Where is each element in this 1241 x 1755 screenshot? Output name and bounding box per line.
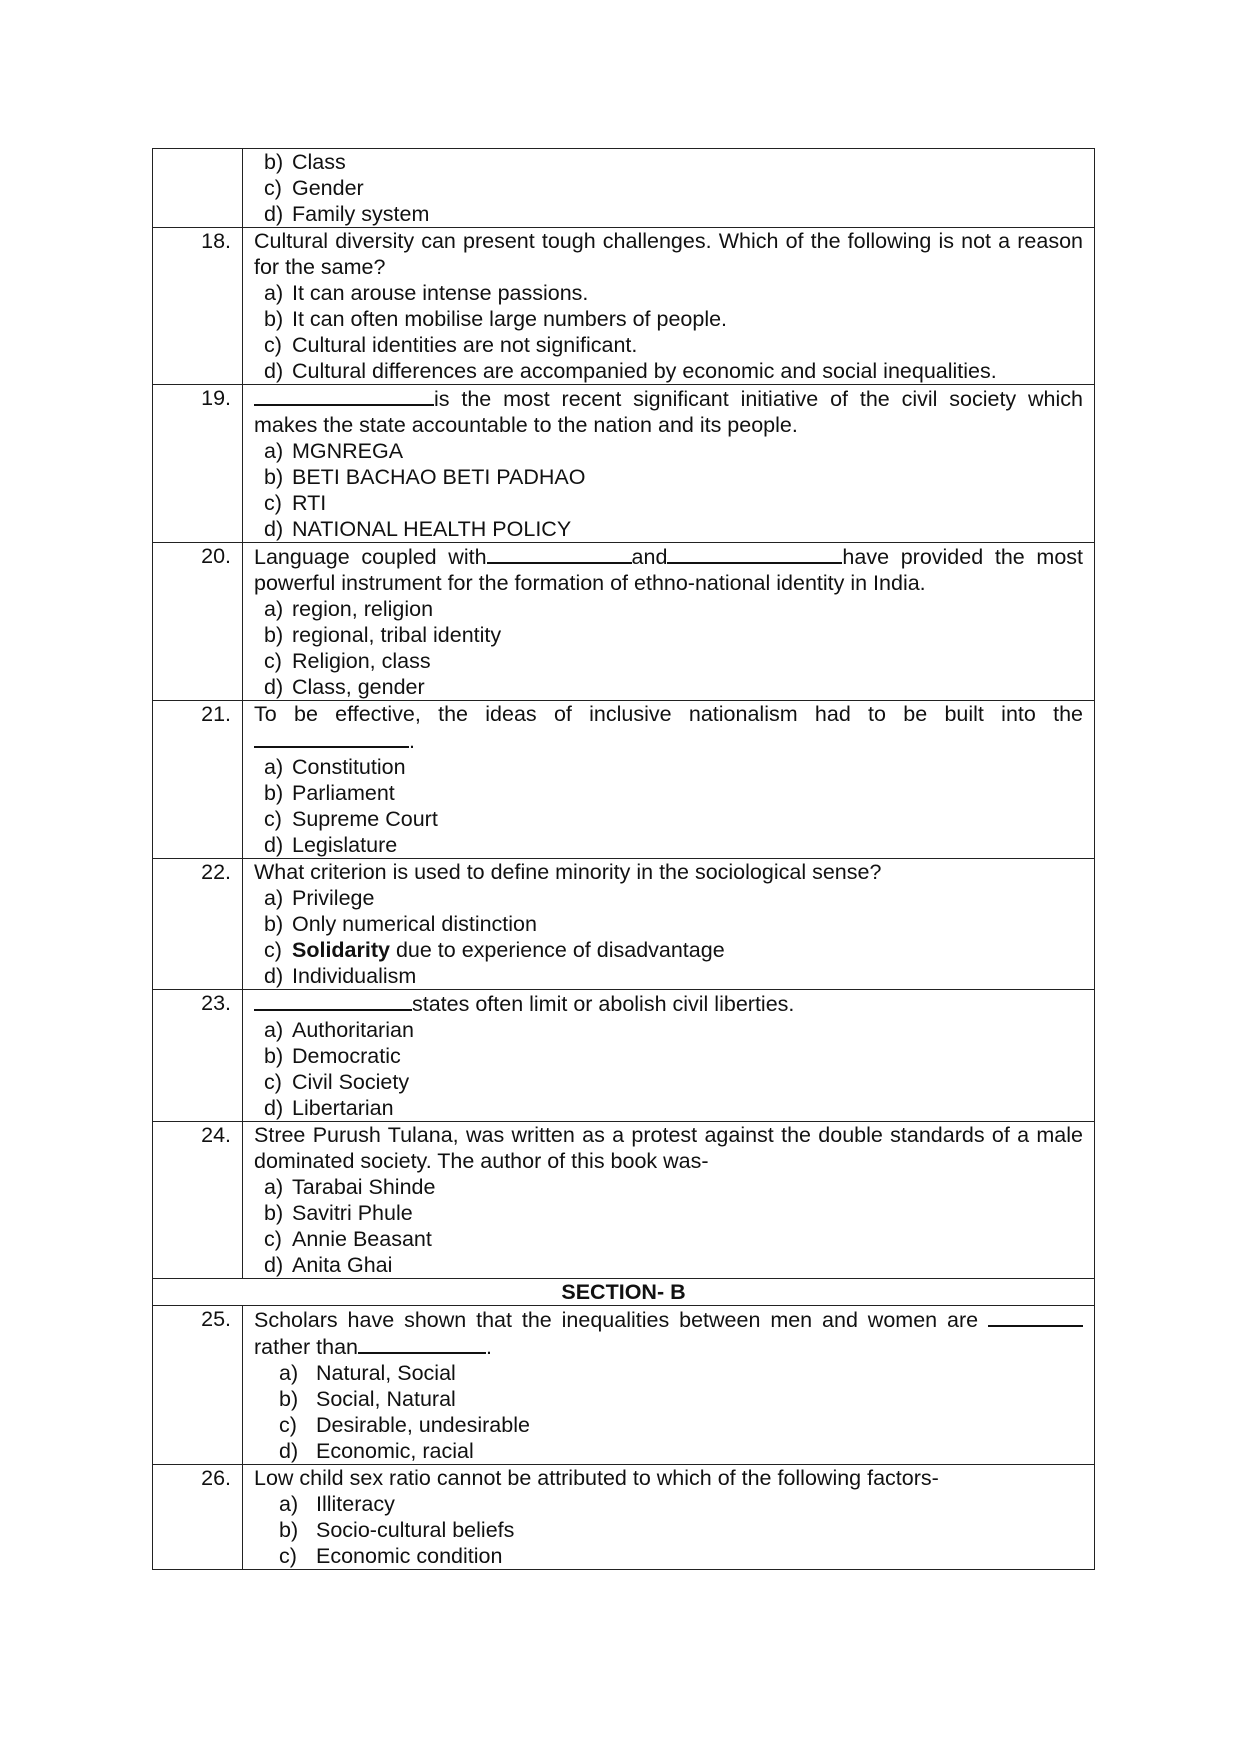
option-text: Civil Society <box>292 1070 410 1094</box>
option-letter: a) <box>279 1492 299 1516</box>
question-row <box>153 1122 1095 1279</box>
section-header-row <box>153 1279 1095 1306</box>
option-letter: b) <box>264 623 284 647</box>
option-text: Libertarian <box>292 1096 394 1120</box>
option-list <box>254 596 1083 700</box>
option-text: Legislature <box>292 833 398 857</box>
question-table <box>152 148 1095 1570</box>
option-list <box>254 1491 1083 1569</box>
option-text: MGNREGA <box>292 439 404 463</box>
option-item <box>254 780 1083 806</box>
option-text: Desirable, undesirable <box>316 1413 530 1437</box>
option-text: regional, tribal identity <box>292 623 502 647</box>
stem-text: What criterion is used to define minority in the sociological sense? <box>254 860 882 884</box>
question-body <box>243 228 1095 385</box>
option-item <box>254 464 1083 490</box>
option-letter: a) <box>264 439 284 463</box>
option-letter: b) <box>264 781 284 805</box>
option-list <box>254 149 1083 227</box>
option-text: Democratic <box>292 1044 401 1068</box>
question-row <box>153 701 1095 859</box>
option-text: Family system <box>292 202 430 226</box>
option-text <box>292 937 725 963</box>
option-text: Religion, class <box>292 649 431 673</box>
option-list <box>254 280 1083 384</box>
question-body <box>243 1465 1095 1570</box>
stem-text: Stree Purush Tulana, was written as a protest against the double standards of a male dominated society. The author of this book was- <box>254 1123 1083 1173</box>
option-item <box>254 306 1083 332</box>
fill-in-blank <box>358 1333 486 1354</box>
option-letter: c) <box>264 938 282 962</box>
stem-text: Language coupled with <box>254 545 487 569</box>
option-text: Savitri Phule <box>292 1201 413 1225</box>
fill-in-blank <box>254 727 409 748</box>
option-letter: b) <box>279 1387 299 1411</box>
question-row <box>153 990 1095 1122</box>
option-text: Annie Beasant <box>292 1227 432 1251</box>
option-text: NATIONAL HEALTH POLICY <box>292 517 572 541</box>
option-item <box>254 438 1083 464</box>
option-letter: c) <box>264 333 282 357</box>
option-item <box>254 1517 1083 1543</box>
question-number: 22. <box>153 859 243 990</box>
carry-over-row <box>153 149 1095 228</box>
stem-text: and <box>631 545 668 569</box>
option-item <box>254 1252 1083 1278</box>
stem-text: have provided the most powerful instrument for the formation of ethno-national identity in India. <box>254 545 1083 595</box>
option-list <box>254 885 1083 989</box>
option-letter: c) <box>279 1413 297 1437</box>
option-item <box>254 963 1083 989</box>
question-body <box>243 859 1095 990</box>
option-item <box>254 937 1083 963</box>
stem-text: states often limit or abolish civil liberties. <box>412 992 795 1016</box>
option-text: region, religion <box>292 597 434 621</box>
option-item <box>254 1412 1083 1438</box>
stem-text: Cultural diversity can present tough challenges. Which of the following is not a reason for the same? <box>254 229 1083 279</box>
fill-in-blank <box>254 990 412 1011</box>
question-stem <box>254 228 1083 280</box>
option-text: RTI <box>292 491 327 515</box>
stem-text: To be effective, the ideas of inclusive nationalism had to be built into the <box>254 702 1083 726</box>
question-body <box>243 990 1095 1122</box>
option-letter: c) <box>264 491 282 515</box>
option-text: Supreme Court <box>292 807 438 831</box>
question-number-cell <box>153 149 243 228</box>
option-list <box>254 1017 1083 1121</box>
option-text: Only numerical distinction <box>292 912 537 936</box>
question-stem <box>254 385 1083 438</box>
question-table-body <box>153 149 1095 1570</box>
question-stem <box>254 1465 1083 1491</box>
question-body <box>243 543 1095 701</box>
option-item <box>254 1360 1083 1386</box>
question-row <box>153 1306 1095 1465</box>
option-item <box>254 648 1083 674</box>
option-text: Parliament <box>292 781 395 805</box>
option-text: Economic, racial <box>316 1439 474 1463</box>
option-letter: d) <box>279 1439 299 1463</box>
option-item <box>254 1200 1083 1226</box>
question-number: 18. <box>153 228 243 385</box>
option-text: Anita Ghai <box>292 1253 393 1277</box>
option-letter: b) <box>264 307 284 331</box>
option-text: Gender <box>292 176 364 200</box>
option-text: Authoritarian <box>292 1018 414 1042</box>
stem-text: Scholars have shown that the inequalities between men and women are <box>254 1308 988 1332</box>
option-letter: a) <box>264 886 284 910</box>
question-number: 25. <box>153 1306 243 1465</box>
option-item <box>254 806 1083 832</box>
option-letter: b) <box>279 1518 299 1542</box>
question-stem <box>254 1122 1083 1174</box>
fill-in-blank <box>667 543 842 564</box>
stem-text: Low child sex ratio cannot be attributed to which of the following factors- <box>254 1466 939 1490</box>
option-item <box>254 596 1083 622</box>
question-body <box>243 385 1095 543</box>
question-stem <box>254 701 1083 754</box>
fill-in-blank <box>988 1306 1083 1327</box>
option-letter: b) <box>264 465 284 489</box>
option-text: Economic condition <box>316 1544 503 1568</box>
option-item <box>254 201 1083 227</box>
option-item <box>254 490 1083 516</box>
question-stem <box>254 1306 1083 1360</box>
option-text: Constitution <box>292 755 406 779</box>
option-letter: c) <box>264 649 282 673</box>
option-text: Socio-cultural beliefs <box>316 1518 515 1542</box>
option-item <box>254 754 1083 780</box>
option-rest-text: due to experience of disadvantage <box>389 938 725 962</box>
option-letter: c) <box>264 1227 282 1251</box>
option-item <box>254 1226 1083 1252</box>
option-letter: a) <box>264 597 284 621</box>
question-number: 20. <box>153 543 243 701</box>
question-stem <box>254 859 1083 885</box>
carry-over-options-cell <box>243 149 1095 228</box>
option-letter: a) <box>264 755 284 779</box>
option-letter: c) <box>264 807 282 831</box>
question-body <box>243 701 1095 859</box>
option-letter: b) <box>264 150 284 174</box>
option-letter: d) <box>264 202 284 226</box>
question-row <box>153 859 1095 990</box>
option-text: Tarabai Shinde <box>292 1175 436 1199</box>
option-text: It can often mobilise large numbers of people. <box>292 307 728 331</box>
question-row <box>153 385 1095 543</box>
question-stem <box>254 990 1083 1017</box>
question-body <box>243 1122 1095 1279</box>
question-number: 23. <box>153 990 243 1122</box>
option-letter: d) <box>264 359 284 383</box>
option-text: Class <box>292 150 346 174</box>
option-list <box>254 1360 1083 1464</box>
option-letter: d) <box>264 833 284 857</box>
option-text: Cultural identities are not significant. <box>292 333 638 357</box>
stem-text: . <box>485 1335 492 1359</box>
option-item <box>254 1491 1083 1517</box>
question-number: 26. <box>153 1465 243 1570</box>
option-letter: d) <box>264 517 284 541</box>
question-row <box>153 1465 1095 1570</box>
question-number: 21. <box>153 701 243 859</box>
option-item <box>254 674 1083 700</box>
option-bold-term: Solidarity <box>292 938 390 962</box>
option-item <box>254 1438 1083 1464</box>
option-item <box>254 1543 1083 1569</box>
option-text: Natural, Social <box>316 1361 456 1385</box>
stem-text: is the most recent significant initiative of the civil society which makes the state accountable to the nation and its people. <box>254 387 1083 437</box>
option-letter: a) <box>264 1018 284 1042</box>
option-letter: b) <box>264 912 284 936</box>
option-item <box>254 832 1083 858</box>
question-body <box>243 1306 1095 1465</box>
question-stem <box>254 543 1083 596</box>
option-list <box>254 754 1083 858</box>
option-item <box>254 1043 1083 1069</box>
option-item <box>254 885 1083 911</box>
stem-text: rather than <box>254 1335 358 1359</box>
option-text: BETI BACHAO BETI PADHAO <box>292 465 586 489</box>
option-list <box>254 438 1083 542</box>
option-text: Class, gender <box>292 675 425 699</box>
option-letter: a) <box>264 281 284 305</box>
option-text: Illiteracy <box>316 1492 395 1516</box>
option-letter: c) <box>279 1544 297 1568</box>
option-item <box>254 911 1083 937</box>
option-item <box>254 175 1083 201</box>
fill-in-blank <box>254 385 434 406</box>
question-number: 24. <box>153 1122 243 1279</box>
question-number: 19. <box>153 385 243 543</box>
option-letter: a) <box>264 1175 284 1199</box>
option-item <box>254 1386 1083 1412</box>
option-text: It can arouse intense passions. <box>292 281 589 305</box>
fill-in-blank <box>487 543 632 564</box>
option-item <box>254 280 1083 306</box>
section-heading: SECTION- B <box>153 1279 1095 1306</box>
option-item <box>254 1017 1083 1043</box>
question-row <box>153 228 1095 385</box>
question-row <box>153 543 1095 701</box>
option-letter: c) <box>264 1070 282 1094</box>
option-list <box>254 1174 1083 1278</box>
stem-text: . <box>409 729 415 753</box>
option-letter: a) <box>279 1361 299 1385</box>
option-text: Cultural differences are accompanied by economic and social inequalities. <box>292 359 997 383</box>
option-item <box>254 149 1083 175</box>
option-item <box>254 332 1083 358</box>
option-letter: d) <box>264 675 284 699</box>
option-item <box>254 1095 1083 1121</box>
option-item <box>254 358 1083 384</box>
option-item <box>254 1069 1083 1095</box>
option-letter: c) <box>264 176 282 200</box>
option-letter: d) <box>264 964 284 988</box>
option-item <box>254 622 1083 648</box>
option-letter: d) <box>264 1253 284 1277</box>
option-letter: b) <box>264 1044 284 1068</box>
option-text: Privilege <box>292 886 375 910</box>
option-letter: b) <box>264 1201 284 1225</box>
option-item <box>254 1174 1083 1200</box>
option-item <box>254 516 1083 542</box>
option-letter: d) <box>264 1096 284 1120</box>
option-text: Individualism <box>292 964 417 988</box>
option-text: Social, Natural <box>316 1387 456 1411</box>
